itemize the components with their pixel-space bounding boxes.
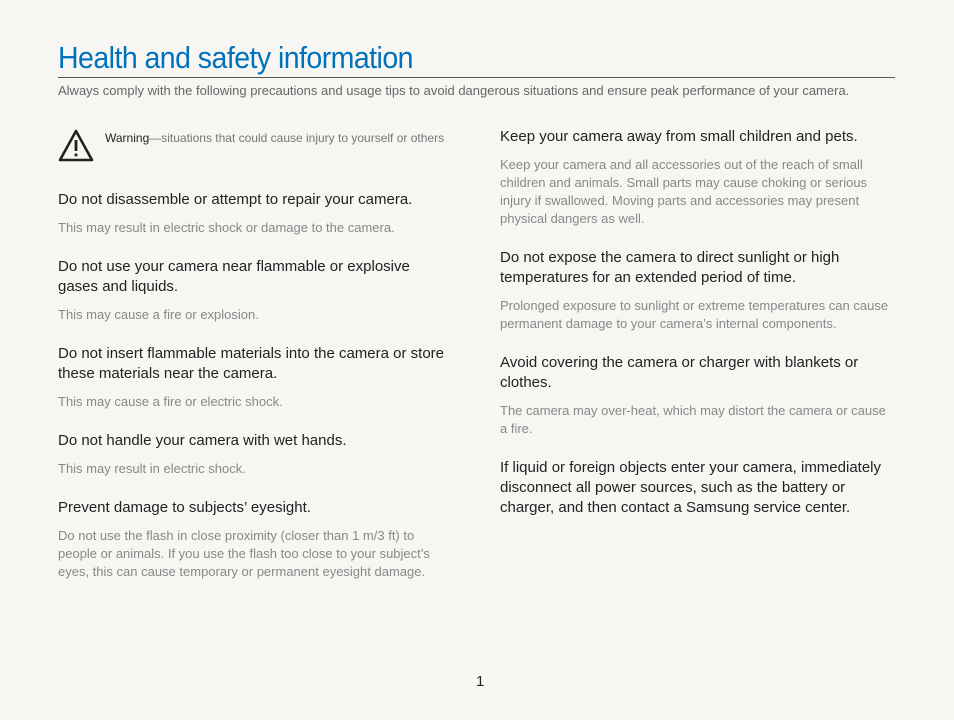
- page-title: Health and safety information: [58, 40, 413, 75]
- title-rule: [58, 77, 895, 78]
- item-heading: Do not insert flammable materials into the camera or store these materials near the camera.: [58, 345, 444, 382]
- safety-item: [58, 431, 453, 478]
- safety-item: [58, 498, 453, 581]
- item-heading: Do not handle your camera with wet hands.: [58, 432, 347, 449]
- safety-item: [500, 353, 895, 438]
- item-body: This may result in electric shock or damage to the camera.: [58, 220, 395, 235]
- warning-triangle-icon: [58, 128, 94, 164]
- item-heading: Avoid covering the camera or charger with blankets or clothes.: [500, 354, 859, 391]
- item-body: This may cause a fire or electric shock.: [58, 394, 283, 409]
- item-body: Prolonged exposure to sunlight or extreme temperatures can cause permanent damage to your camera’s internal components.: [500, 298, 889, 331]
- item-body: This may result in electric shock.: [58, 461, 246, 476]
- item-heading: Do not expose the camera to direct sunlight or high temperatures for an extended period of time.: [500, 249, 840, 286]
- safety-item: [58, 190, 453, 237]
- page-number: 1: [476, 673, 485, 690]
- item-heading: Do not disassemble or attempt to repair your camera.: [58, 191, 413, 208]
- safety-item: [58, 257, 453, 324]
- item-heading: Prevent damage to subjects’ eyesight.: [58, 499, 311, 516]
- item-heading: If liquid or foreign objects enter your camera, immediately disconnect all power sources, such as the battery or charger, and then contact a Samsung service center.: [500, 459, 882, 516]
- intro-text: Always comply with the following precautions and usage tips to avoid dangerous situations and ensure peak performance of your camera.: [58, 83, 850, 98]
- left-column: [58, 128, 453, 601]
- right-column: [500, 127, 895, 538]
- item-body: Keep your camera and all accessories out of the reach of small children and animals. Small parts may cause choking or serious injury if swallowed. Moving parts and accessories may present physical dangers as well.: [500, 157, 868, 226]
- safety-item: [500, 248, 895, 333]
- item-body: The camera may over-heat, which may distort the camera or cause a fire.: [500, 403, 886, 436]
- item-heading: Do not use your camera near flammable or explosive gases and liquids.: [58, 258, 410, 295]
- warning-legend: [58, 128, 453, 164]
- safety-item: [58, 344, 453, 411]
- item-body: This may cause a fire or explosion.: [58, 307, 259, 322]
- safety-item: [500, 127, 895, 228]
- warning-label: Warning: [105, 131, 150, 145]
- safety-item: [500, 458, 895, 518]
- warning-text: —situations that could cause injury to yourself or others: [149, 131, 445, 145]
- item-heading: Keep your camera away from small children and pets.: [500, 128, 858, 145]
- item-body: Do not use the flash in close proximity (closer than 1 m/3 ft) to people or animals. If you use the flash too close to your subject’s eyes, this can cause temporary or permanent eyesight damage.: [58, 528, 430, 579]
- warning-description: [105, 128, 444, 147]
